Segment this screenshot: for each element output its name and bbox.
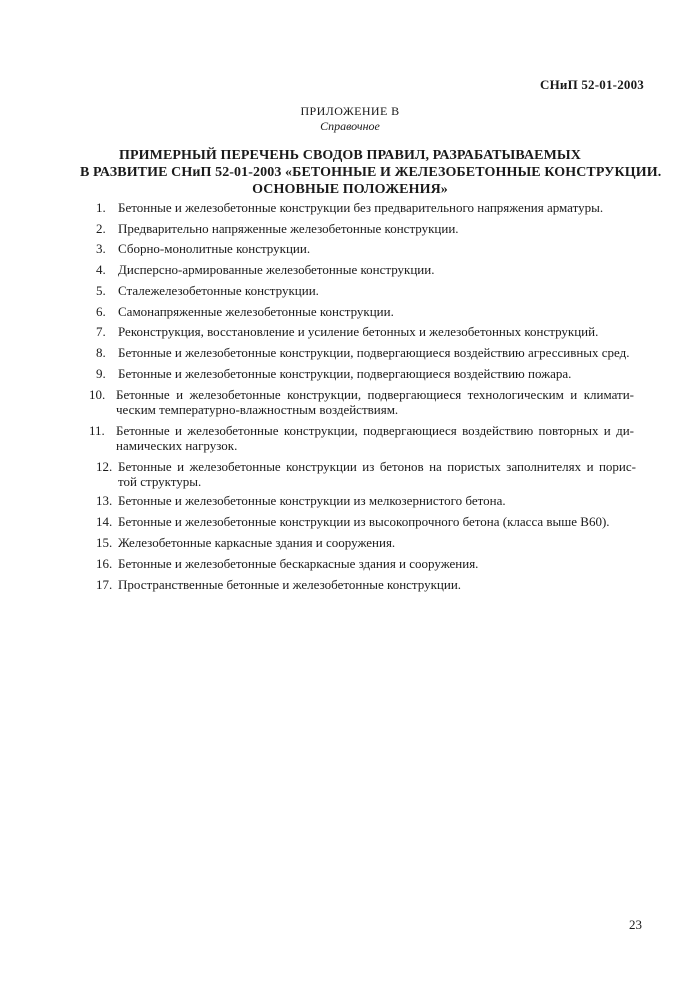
item-number: 3. — [96, 241, 106, 257]
item-text — [118, 514, 636, 529]
item-number: 4. — [96, 262, 106, 278]
title-line: ОСНОВНЫЕ ПОЛОЖЕНИЯ» — [252, 182, 448, 197]
item-text — [118, 459, 636, 489]
document-code: СНиП 52-01-2003 — [539, 77, 644, 92]
item-text-line: Бетонные и железобетонные бескаркасные здания и сооружения. — [118, 556, 479, 571]
item-text-line: ческим температурно-влажностным воздействиям. — [116, 402, 399, 417]
appendix-label: ПРИЛОЖЕНИЕ В — [300, 104, 400, 118]
item-number: 10. — [89, 387, 106, 402]
item-number: 5. — [96, 282, 106, 298]
appendix-type: Справочное — [320, 119, 380, 133]
item-text-line: Сборно-монолитные конструкции. — [118, 241, 311, 257]
item-text — [118, 366, 636, 381]
item-text — [118, 493, 636, 508]
appendix-heading — [0, 103, 700, 134]
item-number: 14. — [96, 514, 113, 529]
item-text — [118, 221, 636, 236]
item-text-line: Железобетонные каркасные здания и сооружения. — [118, 535, 396, 550]
item-number: 2. — [96, 220, 106, 236]
item-text-line: Бетонные и железобетонные конструкции, подвергающиеся воздействию пожара. — [118, 365, 572, 381]
item-text — [118, 200, 636, 215]
item-text-line: Бетонные и железобетонные конструкции, подвергающиеся воздействию агрессивных сред. — [118, 344, 630, 360]
item-number: 13. — [96, 493, 113, 508]
item-text-line: Бетонные и железобетонные конструкции без предварительного напряжения арматуры. — [118, 200, 604, 215]
item-number: 12. — [96, 459, 113, 474]
item-text — [118, 283, 636, 298]
title-line: В РАЗВИТИЕ СНиП 52-01-2003 «БЕТОННЫЕ И ЖЕЛЕЗОБЕТОННЫЕ КОНСТРУКЦИИ. — [80, 165, 662, 180]
page-number: 23 — [629, 917, 642, 932]
page-title — [80, 147, 662, 198]
item-text — [116, 387, 634, 417]
item-text-line: Сталежелезобетонные конструкции. — [118, 282, 319, 298]
item-text-line: Бетонные и железобетонные конструкции из бетонов на пористых заполнителях и порис- — [118, 459, 636, 474]
item-text-line: Бетонные и железобетонные конструкции, подвергающиеся технологическим и климати- — [116, 387, 634, 402]
item-text-line: Дисперсно-армированные железобетонные конструкции. — [118, 262, 435, 278]
item-number: 17. — [96, 577, 113, 592]
item-text-line: Бетонные и железобетонные конструкции из мелкозернистого бетона. — [118, 493, 506, 508]
item-text-line: Предварительно напряженные железобетонные конструкции. — [118, 220, 459, 236]
item-number: 16. — [96, 556, 113, 571]
item-text — [118, 241, 636, 256]
item-number: 15. — [96, 535, 113, 550]
item-text-line: Бетонные и железобетонные конструкции, подвергающиеся воздействию повторных и ди- — [116, 423, 634, 438]
item-text-line: Бетонные и железобетонные конструкции из высокопрочного бетона (класса выше В60). — [118, 514, 610, 529]
item-text — [118, 535, 636, 550]
item-number: 9. — [96, 365, 106, 381]
item-text-line: Самонапряженные железобетонные конструкции. — [118, 303, 394, 319]
item-text — [118, 262, 636, 277]
item-text-line: той структуры. — [118, 474, 202, 489]
item-text-line: Реконструкция, восстановление и усиление бетонных и железобетонных конструкций. — [118, 324, 599, 340]
item-text — [118, 345, 636, 360]
item-number: 1. — [96, 200, 106, 215]
item-text — [118, 324, 636, 339]
item-text — [118, 556, 636, 571]
item-text-line: намических нагрузок. — [116, 438, 238, 453]
item-number: 6. — [96, 303, 106, 319]
item-text-line: Пространственные бетонные и железобетонные конструкции. — [118, 577, 462, 592]
item-number: 11. — [89, 423, 105, 438]
item-text — [116, 423, 634, 453]
title-line: ПРИМЕРНЫЙ ПЕРЕЧЕНЬ СВОДОВ ПРАВИЛ, РАЗРАБАТЫВАЕМЫХ — [119, 148, 581, 163]
item-number: 8. — [96, 344, 106, 360]
item-text — [118, 304, 636, 319]
item-number: 7. — [96, 324, 106, 340]
item-text — [118, 577, 636, 592]
